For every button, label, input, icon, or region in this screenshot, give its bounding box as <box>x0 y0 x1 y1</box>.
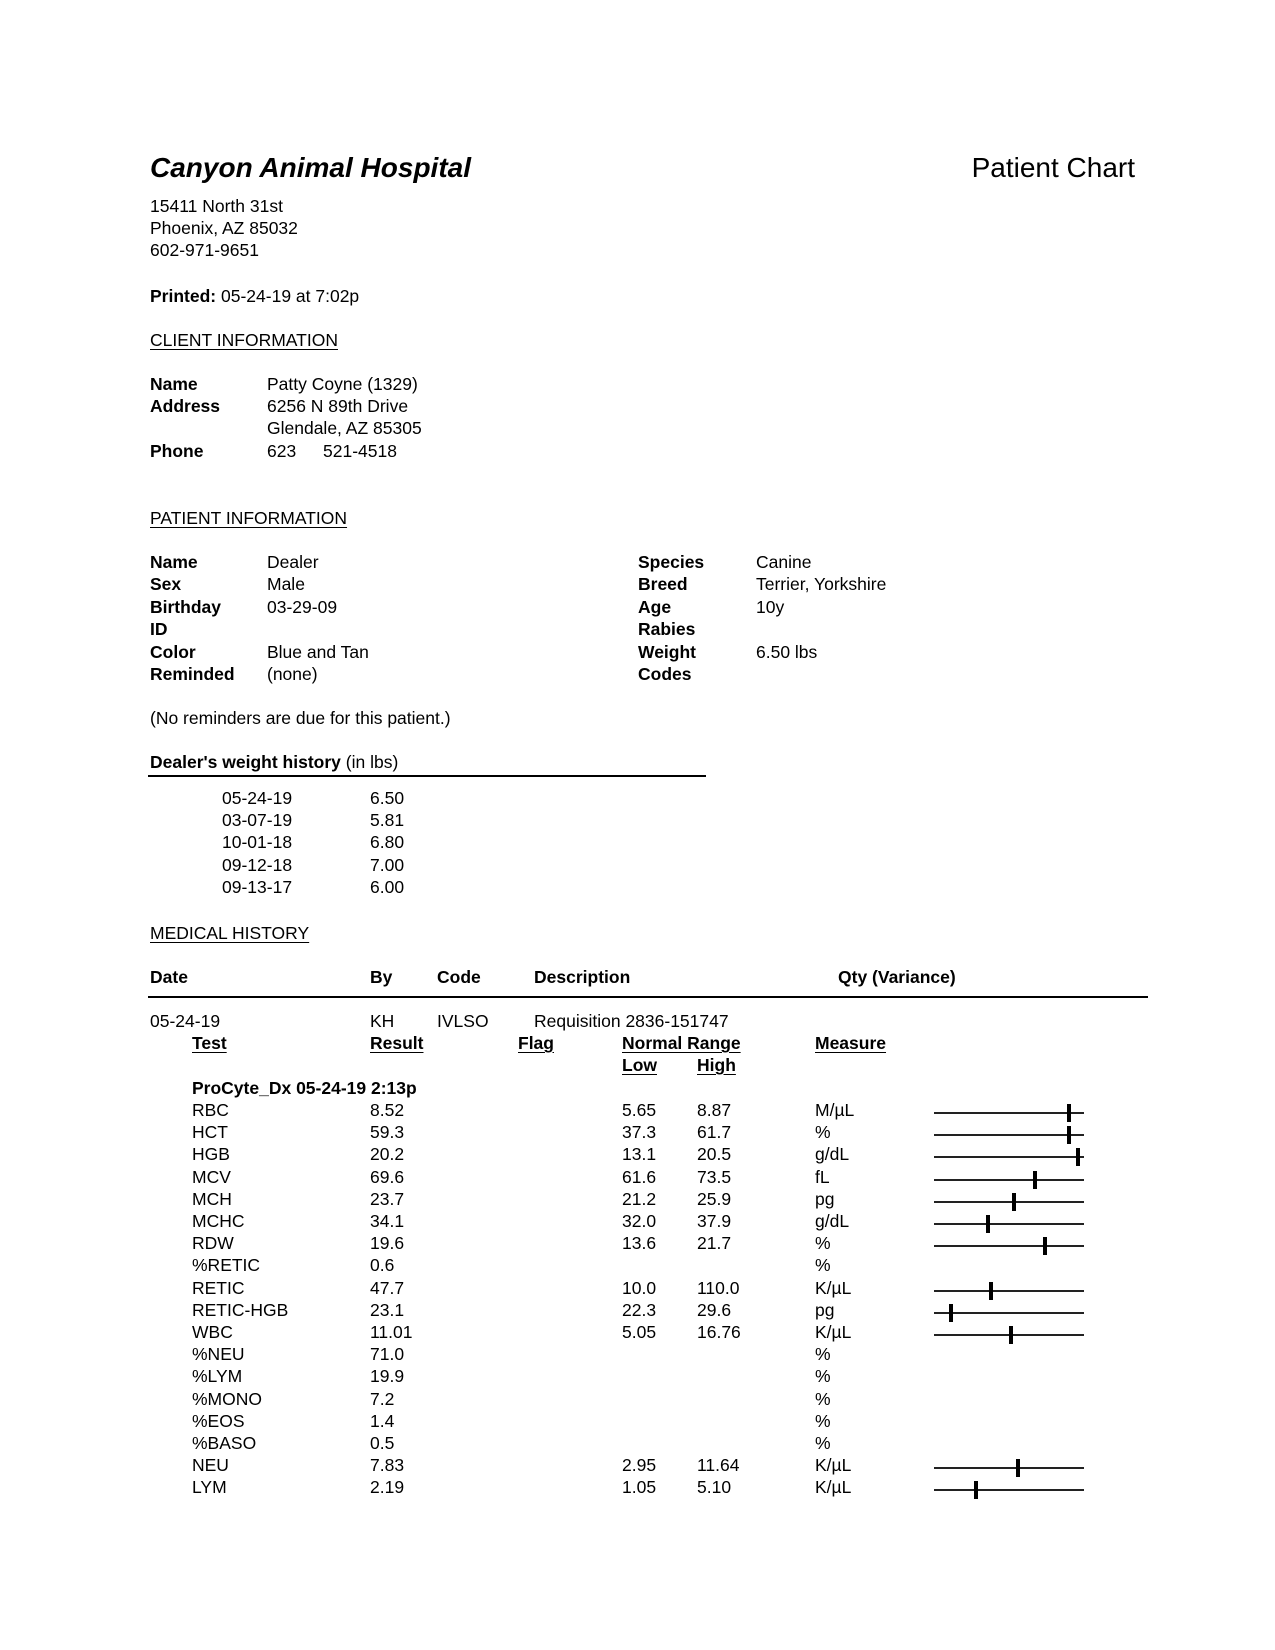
lab-test-name: %NEU <box>192 1344 245 1365</box>
lab-test-name: LYM <box>192 1477 227 1498</box>
medical-history-title: MEDICAL HISTORY <box>150 923 310 943</box>
weight-date: 09-12-18 <box>222 854 293 875</box>
lab-range-high: 16.76 <box>697 1322 741 1342</box>
patient-field-label: Rabies <box>638 619 696 640</box>
lab-range-marker <box>1067 1126 1071 1144</box>
lab-result: 0.6 <box>370 1255 395 1276</box>
lab-test-name: RBC <box>192 1100 229 1120</box>
lab-range-high: 25.9 <box>697 1188 732 1209</box>
lab-range-low: 32.0 <box>622 1211 657 1231</box>
lab-col-measure: Measure <box>815 1033 887 1053</box>
lab-result: 23.1 <box>370 1299 405 1320</box>
lab-test-name: NEU <box>192 1455 229 1476</box>
hospital-address-line-2: Phoenix, AZ 85032 <box>150 218 298 238</box>
weight-date: 05-24-19 <box>222 788 293 808</box>
lab-range-high: 21.7 <box>697 1233 732 1254</box>
client-name-value: Patty Coyne (1329) <box>267 374 418 394</box>
lab-result: 20.2 <box>370 1144 405 1165</box>
lab-range-low: 37.3 <box>622 1122 657 1143</box>
client-name-label: Name <box>150 374 198 394</box>
patient-field-value: Terrier, Yorkshire <box>756 574 887 595</box>
patient-field-label: Breed <box>638 574 688 595</box>
patient-field-label: Reminded <box>150 664 235 684</box>
lab-result: 1.4 <box>370 1410 395 1431</box>
lab-result: 7.83 <box>370 1455 405 1476</box>
weight-value: 5.81 <box>370 810 405 831</box>
patient-field-value: Male <box>267 574 305 595</box>
patient-field-label: Name <box>150 552 198 572</box>
col-qty: Qty (Variance) <box>838 967 956 987</box>
lab-measure: % <box>815 1122 831 1143</box>
hospital-phone: 602-971-9651 <box>150 240 259 260</box>
lab-test-name: MCH <box>192 1188 232 1209</box>
patient-field-value: (none) <box>267 664 318 684</box>
lab-range-low: 21.2 <box>622 1188 657 1209</box>
lab-test-name: %RETIC <box>192 1255 261 1276</box>
lab-measure: fL <box>815 1166 830 1187</box>
lab-range-bar <box>934 1290 1084 1292</box>
lab-range-bar <box>934 1312 1084 1314</box>
lab-range-bar <box>934 1245 1084 1247</box>
lab-range-marker <box>1076 1148 1080 1166</box>
printed-value: 05-24-19 at 7:02p <box>221 286 360 306</box>
client-phone-area: 623 <box>267 441 297 461</box>
weight-value: 6.50 <box>370 788 405 808</box>
lab-range-marker <box>1009 1326 1013 1344</box>
lab-range-high: 29.6 <box>697 1299 732 1320</box>
lab-measure: % <box>815 1233 831 1254</box>
weight-history-rule <box>148 775 706 777</box>
patient-field-value: Blue and Tan <box>267 641 369 662</box>
lab-range-high: 5.10 <box>697 1477 732 1498</box>
lab-range-bar <box>934 1489 1084 1491</box>
entry-code: IVLSO <box>437 1011 489 1031</box>
patient-field-label: ID <box>150 619 168 640</box>
medical-history-rule <box>148 996 1148 998</box>
lab-range-low: 5.05 <box>622 1322 657 1342</box>
lab-test-name: HGB <box>192 1144 230 1165</box>
lab-test-name: RETIC <box>192 1277 245 1298</box>
hospital-address-line-1: 15411 North 31st <box>150 196 283 216</box>
lab-range-marker <box>1016 1459 1020 1477</box>
lab-range-high: 11.64 <box>697 1455 740 1476</box>
weight-history-title <box>150 751 398 773</box>
lab-col-normal-range: Normal Range <box>622 1033 741 1053</box>
patient-field-label: Sex <box>150 574 182 595</box>
lab-result: 2.19 <box>370 1477 405 1498</box>
lab-result: 8.52 <box>370 1100 405 1120</box>
patient-field-label: Codes <box>638 664 692 684</box>
lab-test-name: %MONO <box>192 1388 262 1409</box>
lab-range-low: 22.3 <box>622 1299 657 1320</box>
lab-measure: K/µL <box>815 1277 852 1298</box>
lab-measure: M/µL <box>815 1100 855 1120</box>
lab-measure: % <box>815 1433 831 1453</box>
patient-section-title: PATIENT INFORMATION <box>150 508 348 528</box>
lab-range-bar <box>934 1179 1084 1181</box>
lab-range-marker <box>949 1304 953 1322</box>
lab-range-high: 8.87 <box>697 1100 732 1120</box>
lab-range-marker <box>1067 1104 1071 1122</box>
lab-range-low: 13.6 <box>622 1233 657 1254</box>
lab-test-name: MCHC <box>192 1211 245 1231</box>
patient-field-label: Weight <box>638 641 697 662</box>
reminder-note: (No reminders are due for this patient.) <box>150 708 451 728</box>
weight-value: 6.80 <box>370 832 405 853</box>
lab-measure: K/µL <box>815 1455 852 1476</box>
lab-result: 23.7 <box>370 1188 405 1209</box>
lab-result: 7.2 <box>370 1388 395 1409</box>
patient-field-value: 03-29-09 <box>267 596 338 617</box>
client-phone-number: 521-4518 <box>323 441 397 461</box>
lab-measure: K/µL <box>815 1322 852 1342</box>
lab-result: 47.7 <box>370 1277 405 1298</box>
weight-value: 7.00 <box>370 854 405 875</box>
lab-test-name: MCV <box>192 1166 231 1187</box>
lab-range-marker <box>974 1481 978 1499</box>
lab-test-name: %EOS <box>192 1410 245 1431</box>
patient-field-value: Canine <box>756 552 812 572</box>
lab-col-low: Low <box>622 1055 657 1075</box>
lab-result: 19.9 <box>370 1366 405 1387</box>
lab-col-result: Result <box>370 1033 424 1053</box>
lab-measure: pg <box>815 1299 835 1320</box>
patient-field-label: Birthday <box>150 596 221 617</box>
weight-history-title-bold: Dealer's weight history <box>150 752 341 772</box>
lab-range-bar <box>934 1112 1084 1114</box>
printed-line <box>150 285 359 307</box>
lab-panel-title: ProCyte_Dx 05-24-19 2:13p <box>192 1078 417 1098</box>
lab-range-bar <box>934 1134 1084 1136</box>
lab-range-marker <box>1012 1193 1016 1211</box>
entry-by: KH <box>370 1011 395 1031</box>
lab-range-low: 10.0 <box>622 1277 657 1298</box>
patient-field-value: 6.50 lbs <box>756 641 818 662</box>
client-phone-label: Phone <box>150 441 204 461</box>
patient-field-value: Dealer <box>267 552 319 572</box>
lab-range-high: 110.0 <box>697 1277 740 1298</box>
col-by: By <box>370 967 393 987</box>
lab-measure: % <box>815 1366 831 1387</box>
client-address-label: Address <box>150 396 221 416</box>
printed-label: Printed: <box>150 286 217 306</box>
lab-test-name: RDW <box>192 1233 234 1254</box>
lab-range-low: 13.1 <box>622 1144 657 1165</box>
lab-result: 19.6 <box>370 1233 405 1254</box>
lab-measure: % <box>815 1255 831 1276</box>
entry-date: 05-24-19 <box>150 1011 221 1031</box>
lab-range-marker <box>989 1282 993 1300</box>
lab-col-flag: Flag <box>518 1033 554 1053</box>
lab-range-high: 37.9 <box>697 1211 732 1231</box>
lab-col-test: Test <box>192 1033 227 1053</box>
entry-description: Requisition 2836-151747 <box>534 1011 729 1031</box>
col-code: Code <box>437 967 481 987</box>
lab-result: 34.1 <box>370 1211 405 1231</box>
lab-test-name: WBC <box>192 1322 233 1342</box>
lab-measure: K/µL <box>815 1477 852 1498</box>
lab-range-marker <box>986 1215 990 1233</box>
lab-result: 11.01 <box>370 1322 413 1342</box>
lab-measure: g/dL <box>815 1144 850 1165</box>
lab-measure: % <box>815 1410 831 1431</box>
lab-result: 69.6 <box>370 1166 405 1187</box>
lab-range-low: 1.05 <box>622 1477 657 1498</box>
weight-history-unit: (in lbs) <box>345 752 399 772</box>
lab-range-high: 61.7 <box>697 1122 732 1143</box>
lab-range-low: 2.95 <box>622 1455 657 1476</box>
lab-result: 0.5 <box>370 1433 395 1453</box>
weight-date: 10-01-18 <box>222 832 293 853</box>
lab-range-low: 61.6 <box>622 1166 657 1187</box>
lab-measure: % <box>815 1344 831 1365</box>
lab-result: 71.0 <box>370 1344 405 1365</box>
lab-range-high: 20.5 <box>697 1144 732 1165</box>
client-section-title: CLIENT INFORMATION <box>150 330 338 350</box>
lab-test-name: RETIC-HGB <box>192 1299 289 1320</box>
patient-field-label: Species <box>638 552 705 572</box>
lab-range-bar <box>934 1201 1084 1203</box>
patient-field-label: Color <box>150 641 196 662</box>
lab-range-low: 5.65 <box>622 1100 657 1120</box>
lab-range-bar <box>934 1467 1084 1469</box>
lab-range-bar <box>934 1156 1084 1158</box>
client-address-line-2: Glendale, AZ 85305 <box>267 418 422 438</box>
hospital-name: Canyon Animal Hospital <box>150 152 472 183</box>
lab-test-name: %BASO <box>192 1433 257 1453</box>
lab-range-marker <box>1033 1171 1037 1189</box>
lab-range-marker <box>1043 1237 1047 1255</box>
weight-date: 03-07-19 <box>222 810 293 831</box>
weight-date: 09-13-17 <box>222 876 293 897</box>
col-date: Date <box>150 967 188 987</box>
lab-test-name: HCT <box>192 1122 228 1143</box>
lab-measure: % <box>815 1388 831 1409</box>
lab-col-high: High <box>697 1055 736 1075</box>
lab-range-high: 73.5 <box>697 1166 732 1187</box>
lab-range-bar <box>934 1223 1084 1225</box>
lab-result: 59.3 <box>370 1122 405 1143</box>
lab-test-name: %LYM <box>192 1366 243 1387</box>
lab-measure: pg <box>815 1188 835 1209</box>
document-title: Patient Chart <box>971 152 1135 183</box>
weight-value: 6.00 <box>370 876 405 897</box>
patient-field-label: Age <box>638 596 672 617</box>
client-address-line-1: 6256 N 89th Drive <box>267 396 409 416</box>
lab-measure: g/dL <box>815 1211 850 1231</box>
col-description: Description <box>534 967 631 987</box>
patient-field-value: 10y <box>756 596 785 617</box>
